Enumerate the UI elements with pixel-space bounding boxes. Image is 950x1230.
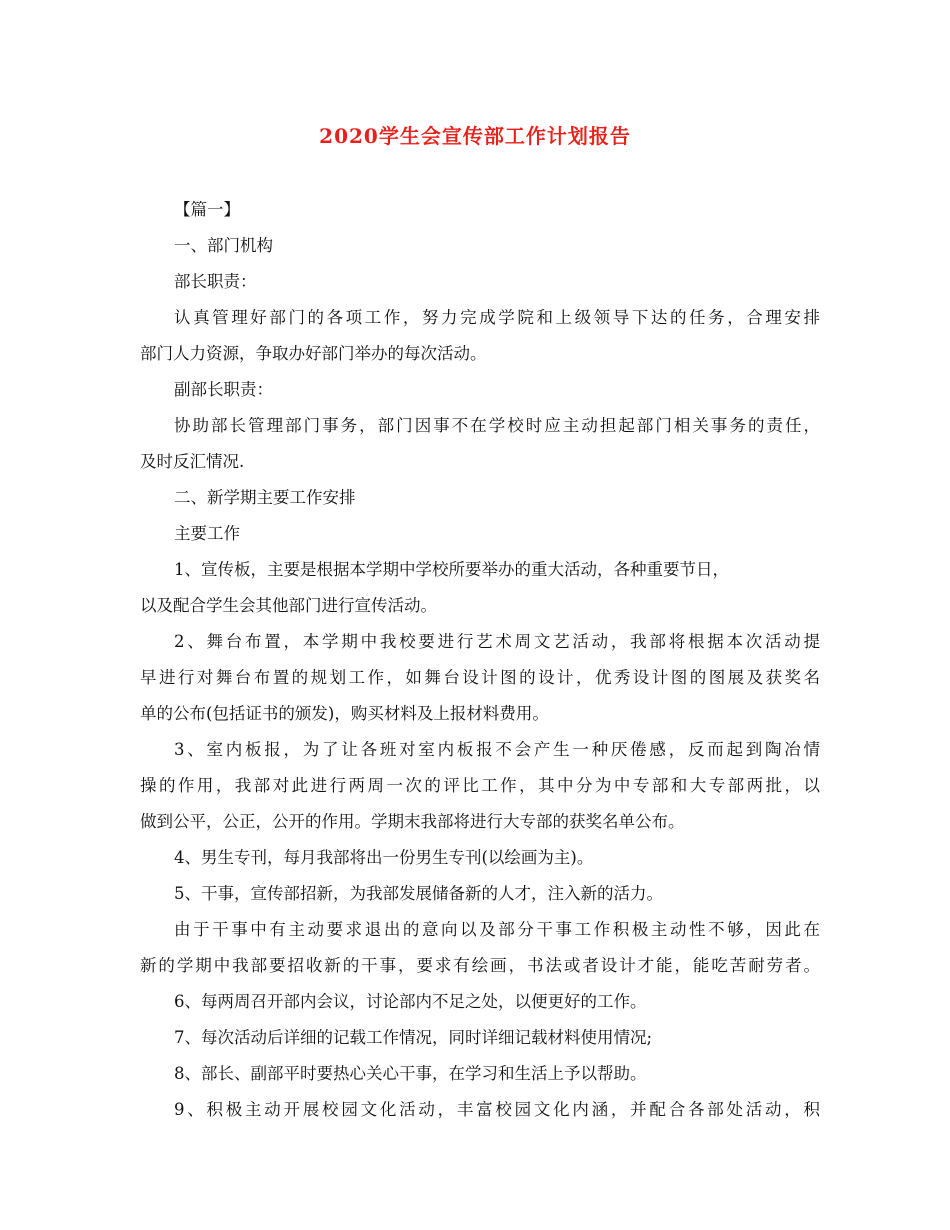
body-line: 及时反汇情况. xyxy=(140,452,245,471)
body-line: 5、干事，宣传部招新，为我部发展储备新的人才，注入新的活力。 xyxy=(174,884,663,903)
body-line: 8、部长、副部平时要热心关心干事，在学习和生活上予以帮助。 xyxy=(174,1064,647,1083)
body-line: 7、每次活动后详细的记载工作情况，同时详细记载材料使用情况; xyxy=(174,1028,653,1047)
body-line: 早进行对舞台布置的规划工作，如舞台设计图的设计，优秀设计图的图展及获奖名 xyxy=(140,668,820,687)
body-line: 操的作用，我部对此进行两周一次的评比工作，其中分为中专部和大专部两批，以 xyxy=(140,776,820,795)
body-line: 1、宣传板，主要是根据本学期中学校所要举办的重大活动，各种重要节日， xyxy=(174,560,729,579)
body-line: 6、每两周召开部内会议，讨论部内不足之处，以便更好的工作。 xyxy=(174,992,647,1011)
document-body xyxy=(140,192,820,1128)
body-line: 由于干事中有主动要求退出的意向以及部分干事工作积极主动性不够，因此在 xyxy=(174,920,820,939)
body-line: 以及配合学生会其他部门进行宣传活动。 xyxy=(140,596,437,615)
body-line: 部长职责： xyxy=(174,272,257,291)
body-line: 主要工作 xyxy=(174,524,240,543)
body-line: 【篇一】 xyxy=(174,200,240,219)
body-line: 一、部门机构 xyxy=(174,236,273,255)
body-line: 部门人力资源，争取办好部门举办的每次活动。 xyxy=(140,344,487,363)
body-line: 副部长职责： xyxy=(174,380,273,399)
body-line: 2、舞台布置，本学期中我校要进行艺术周文艺活动，我部将根据本次活动提 xyxy=(174,632,820,651)
body-line: 3、室内板报，为了让各班对室内板报不会产生一种厌倦感，反而起到陶冶情 xyxy=(174,740,820,759)
body-line: 认真管理好部门的各项工作，努力完成学院和上级领导下达的任务，合理安排 xyxy=(174,308,820,327)
body-line: 二、新学期主要工作安排 xyxy=(174,488,356,507)
body-line: 9、积极主动开展校园文化活动，丰富校园文化内涵，并配合各部处活动，积 xyxy=(174,1100,820,1119)
body-line: 4、男生专刊，每月我部将出一份男生专刊(以绘画为主)。 xyxy=(174,848,594,867)
body-line: 做到公平，公正，公开的作用。学期末我部将进行大专部的获奖名单公布。 xyxy=(140,812,685,831)
body-line: 协助部长管理部门事务，部门因事不在学校时应主动担起部门相关事务的责任， xyxy=(174,416,820,435)
body-line: 单的公布(包括证书的颁发)，购买材料及上报材料费用。 xyxy=(140,704,549,723)
body-line: 新的学期中我部要招收新的干事，要求有绘画，书法或者设计才能，能吃苦耐劳者。 xyxy=(140,956,820,975)
document-title: 2020学生会宣传部工作计划报告 xyxy=(319,124,631,148)
